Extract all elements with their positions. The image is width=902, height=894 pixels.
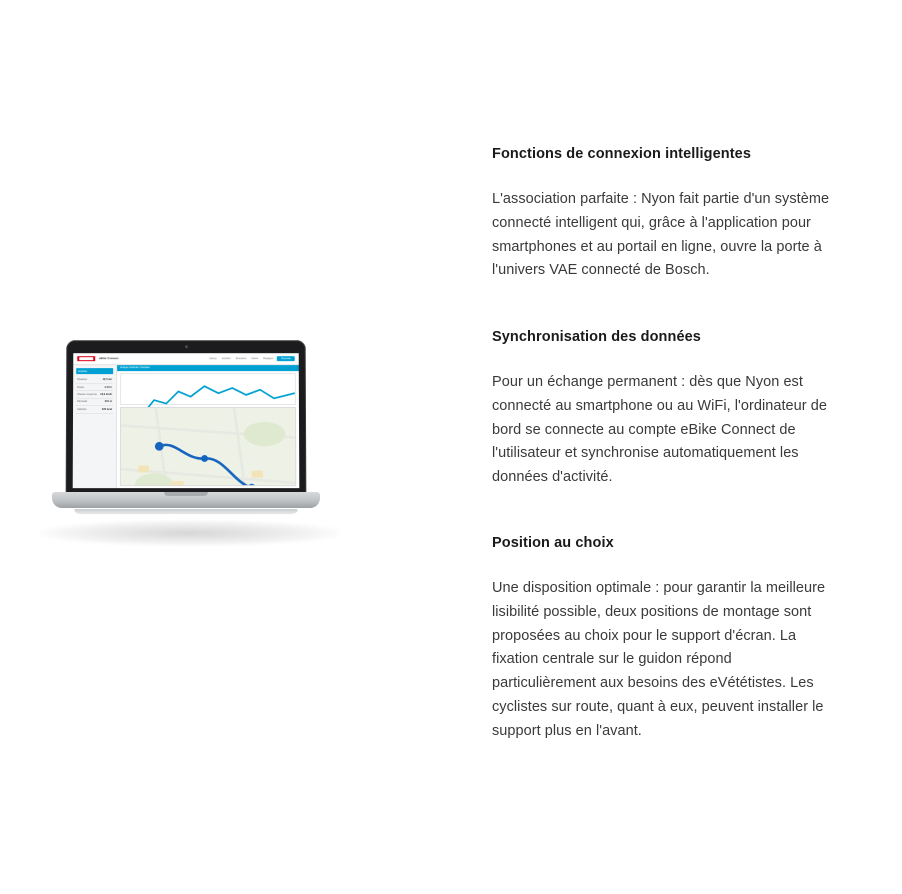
section-heading: Fonctions de connexion intelligentes — [492, 146, 751, 162]
sidebar-row-value: 310 m — [104, 400, 113, 404]
laptop-screen — [73, 353, 300, 488]
portal-tab-bar[interactable] — [117, 365, 299, 371]
laptop-base — [52, 492, 320, 508]
nav-item-1[interactable]: Activités — [221, 357, 231, 361]
section-heading: Synchronisation des données — [492, 329, 701, 345]
content-section — [492, 146, 838, 283]
sidebar-row-value: 18,9 km/h — [100, 392, 113, 396]
sidebar-row — [76, 406, 113, 413]
portal-nav — [209, 357, 273, 360]
laptop-lid — [66, 340, 307, 495]
sidebar-row-label: Calories — [77, 407, 87, 411]
portal-sidebar — [73, 365, 117, 488]
sidebar-row-label: Distance — [77, 378, 88, 382]
section-body: L'association parfaite : Nyon fait partie d'un système connecté intelligent qui, grâce à l'application pour smartphones et au portail en ligne, ouvre la porte à l'univers VAE connecté de Bosch. — [492, 191, 830, 279]
nav-item-3[interactable]: Cartes — [251, 357, 259, 361]
sidebar-row-label: Dénivelé — [77, 400, 88, 404]
content-section — [492, 329, 838, 490]
section-body: Une disposition optimale : pour garantir la meilleure lisibilité possible, deux positions de montage sont proposées au choix pour le support d'écran. La fixation centrale sur le guidon répond particulièrement aux besoins des eVététistes. Les cyclistes sur route, quant à eux, peuvent installer le support plus en l'avant. — [492, 580, 826, 739]
nav-item-4[interactable]: Réglages — [263, 357, 274, 361]
content-section — [492, 535, 838, 744]
nav-item-0[interactable]: Aperçu — [209, 357, 217, 361]
sidebar-row-value: 42,5 km — [102, 378, 113, 382]
laptop-illustration — [52, 340, 322, 540]
route-map — [120, 407, 296, 486]
portal-brand-label: eBike Connect — [99, 357, 119, 361]
sidebar-row — [76, 391, 113, 398]
sidebar-row — [76, 384, 113, 391]
sidebar-title: Activités — [76, 368, 113, 374]
portal-main — [117, 365, 300, 488]
laptop-base-notch — [164, 492, 208, 496]
portal-tab-label: Analyse d'activité / Itinéraire — [120, 366, 150, 370]
sidebar-row-value: 2:15 h — [104, 385, 113, 389]
sidebar-row — [76, 377, 113, 384]
laptop-base-front — [73, 509, 299, 514]
portal-action-button[interactable]: Nouveau — [277, 356, 295, 361]
webcam-icon — [185, 345, 188, 348]
sidebar-row-value: 620 kcal — [101, 407, 113, 411]
sidebar-row — [76, 399, 113, 406]
nav-item-2[interactable]: Itinéraires — [235, 357, 247, 361]
section-body: Pour un échange permanent : dès que Nyon est connecté au smartphone ou au WiFi, l'ordinateur de bord se connecte au compte eBike Connect de l'utilisateur et synchronise automatiquement les données d'activité. — [492, 374, 827, 486]
ebike-connect-portal — [73, 353, 300, 488]
portal-topbar — [73, 353, 299, 365]
section-heading: Position au choix — [492, 535, 614, 551]
portal-body — [73, 365, 300, 488]
sidebar-row-label: Vitesse moyenne — [77, 392, 97, 396]
sidebar-row-label: Durée — [77, 385, 85, 389]
bosch-logo-icon — [77, 356, 95, 361]
elevation-chart — [120, 373, 296, 405]
